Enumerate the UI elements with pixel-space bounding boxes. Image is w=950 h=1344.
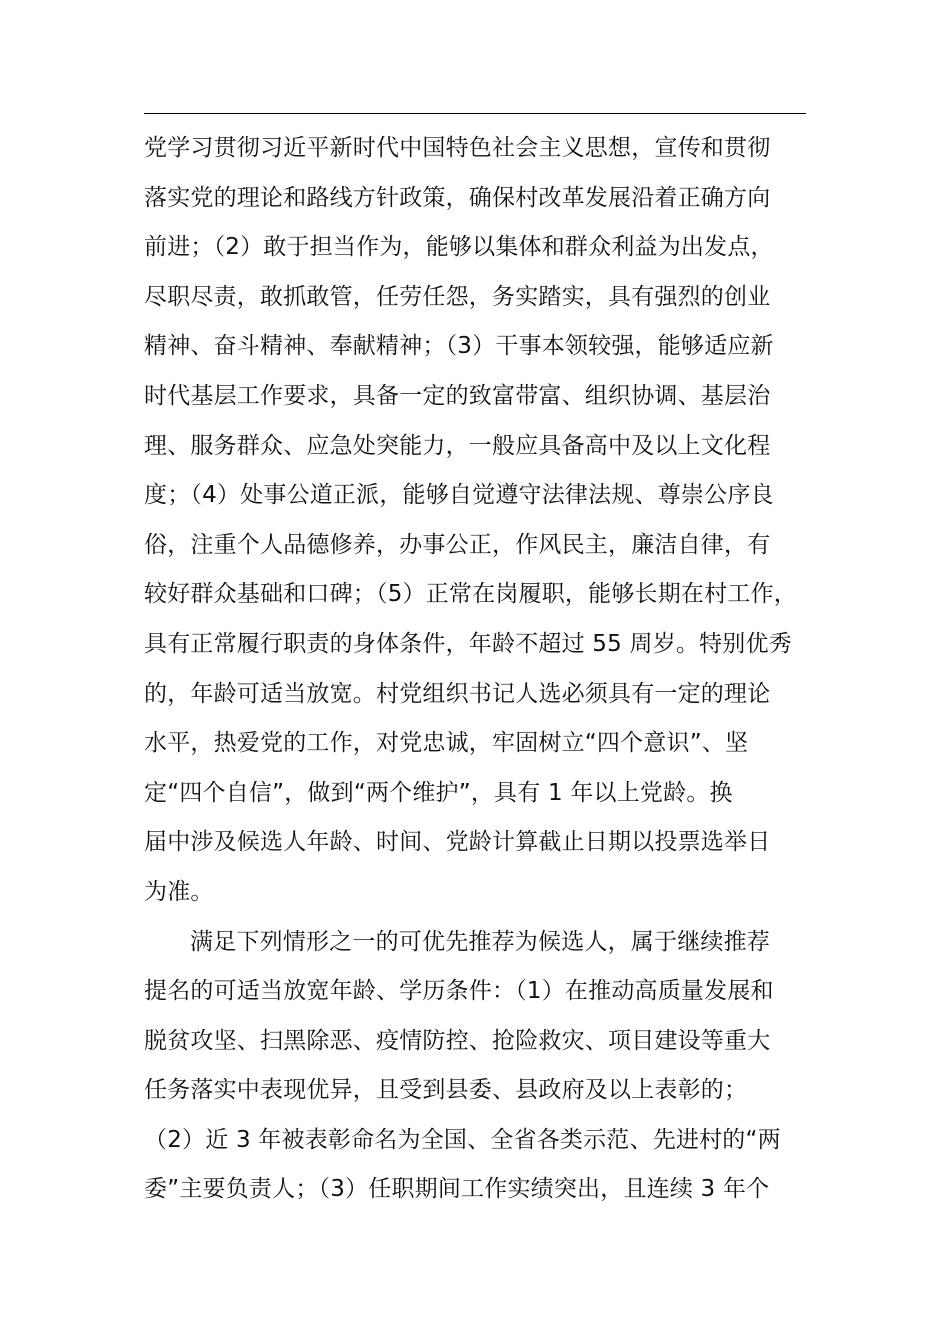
text-line: 较好群众基础和口碑；（5）正常在岗履职，能够长期在村工作， (144, 581, 797, 608)
text-line: 落实党的理论和路线方针政策，确保村改革发展沿着正确方向 (144, 184, 771, 211)
header-rule (144, 113, 806, 114)
text-line: 任务落实中表现优异，且受到县委、县政府及以上表彰的； (144, 1077, 748, 1104)
text-line: 精神、奋斗精神、奉献精神；（3）干事本领较强，能够适应新 (144, 333, 774, 360)
text-line: 理、服务群众、应急处突能力，一般应具备高中及以上文化程 (144, 432, 771, 459)
text-line: 提名的可适当放宽年龄、学历条件：（1）在推动高质量发展和 (144, 978, 774, 1005)
paragraph-first-line: 满足下列情形之一的可优先推荐为候选人，属于继续推荐 (190, 928, 770, 955)
text-line: 届中涉及候选人年龄、时间、党龄计算截止日期以投票选举日 (144, 829, 771, 856)
text-line: 委”主要负责人；（3）任职期间工作实绩突出，且连续 3 年个 (144, 1176, 770, 1203)
text-line: 水平，热爱党的工作，对党忠诚，牢固树立“四个意识”、坚 (144, 730, 749, 757)
text-line: 俗，注重个人品德修养，办事公正，作风民主，廉洁自律，有 (144, 531, 771, 558)
text-line: 定“四个自信”，做到“两个维护”，具有 1 年以上党龄。换 (144, 779, 733, 806)
text-line: 的，年龄可适当放宽。村党组织书记人选必须具有一定的理论 (144, 680, 771, 707)
text-line: 时代基层工作要求，具备一定的致富带富、组织协调、基层治 (144, 382, 771, 409)
text-line: 具有正常履行职责的身体条件，年龄不超过 55 周岁。特别优秀 (144, 630, 792, 657)
text-line: 尽职尽责，敢抓敢管，任劳任怨，务实踏实，具有强烈的创业 (144, 283, 771, 310)
document-body (144, 124, 806, 1215)
text-line: （2）近 3 年被表彰命名为全国、全省各类示范、先进村的“两 (144, 1126, 781, 1153)
text-line: 脱贫攻坚、扫黑除恶、疫情防控、抢险救灾、项目建设等重大 (144, 1027, 771, 1054)
text-line: 度；（4）处事公道正派，能够自觉遵守法律法规、尊崇公序良 (144, 482, 774, 509)
text-line: 党学习贯彻习近平新时代中国特色社会主义思想，宣传和贯彻 (144, 135, 771, 161)
text-line: 为准。 (144, 878, 214, 905)
text-line: 前进；（2）敢于担当作为，能够以集体和群众利益为出发点， (144, 234, 774, 261)
